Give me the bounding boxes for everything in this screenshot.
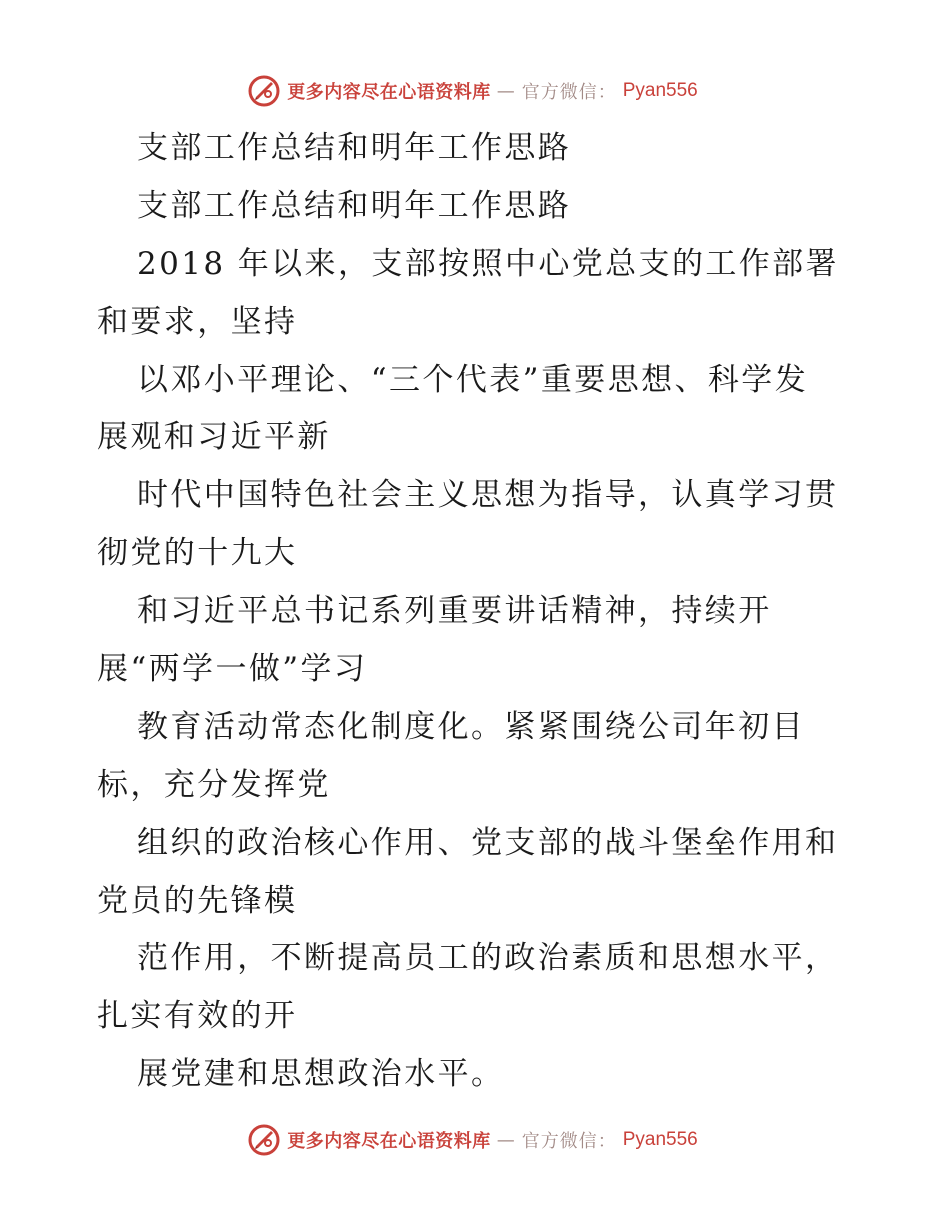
paragraph-line: 以邓小平理论、“三个代表”重要思想、科学发 [137, 361, 809, 398]
document-body [97, 120, 857, 1104]
watermark-dash: — [496, 1129, 516, 1151]
watermark-dash: — [496, 80, 516, 102]
paragraph-line: 展“两学一做”学习 [97, 651, 368, 688]
paragraph-line: 时代中国特色社会主义思想为指导，认真学习贯 [137, 477, 839, 514]
paragraph-line: 彻党的十九大 [97, 535, 298, 572]
watermark-account: Pyan556 [622, 1129, 698, 1150]
watermark-title: 更多内容尽在心语资料库 [287, 82, 491, 103]
paragraph-line: 组织的政治核心作用、党支部的战斗堡垒作用和 [137, 824, 839, 861]
document-title: 支部工作总结和明年工作思路 [137, 130, 572, 166]
paragraph-line: 范作用，不断提高员工的政治素质和思想水平， [137, 940, 839, 977]
watermark-wechat-label: 官方微信： [521, 82, 617, 103]
footer-watermark [0, 1120, 950, 1160]
paragraph-line: 标，充分发挥党 [97, 766, 331, 803]
watermark-account: Pyan556 [622, 80, 698, 101]
header-watermark [0, 71, 950, 111]
paragraph-line: 和要求，坚持 [97, 303, 298, 340]
watermark-title: 更多内容尽在心语资料库 [287, 1131, 491, 1152]
paragraph-line: 展观和习近平新 [97, 419, 331, 456]
watermark-wechat-label: 官方微信： [521, 1131, 617, 1152]
paragraph-line: 2018 年以来，支部按照中心党总支的工作部署 [137, 245, 839, 282]
document-subtitle: 支部工作总结和明年工作思路 [137, 187, 572, 224]
quill-seal-icon [247, 74, 281, 108]
paragraph-line: 和习近平总书记系列重要讲话精神，持续开 [137, 593, 772, 630]
paragraph-line: 展党建和思想政治水平。 [137, 1056, 505, 1093]
paragraph-line: 扎实有效的开 [97, 998, 298, 1035]
paragraph-line: 党员的先锋模 [97, 882, 298, 919]
quill-seal-icon [247, 1123, 281, 1157]
paragraph-line: 教育活动常态化制度化。紧紧围绕公司年初目 [137, 708, 805, 745]
